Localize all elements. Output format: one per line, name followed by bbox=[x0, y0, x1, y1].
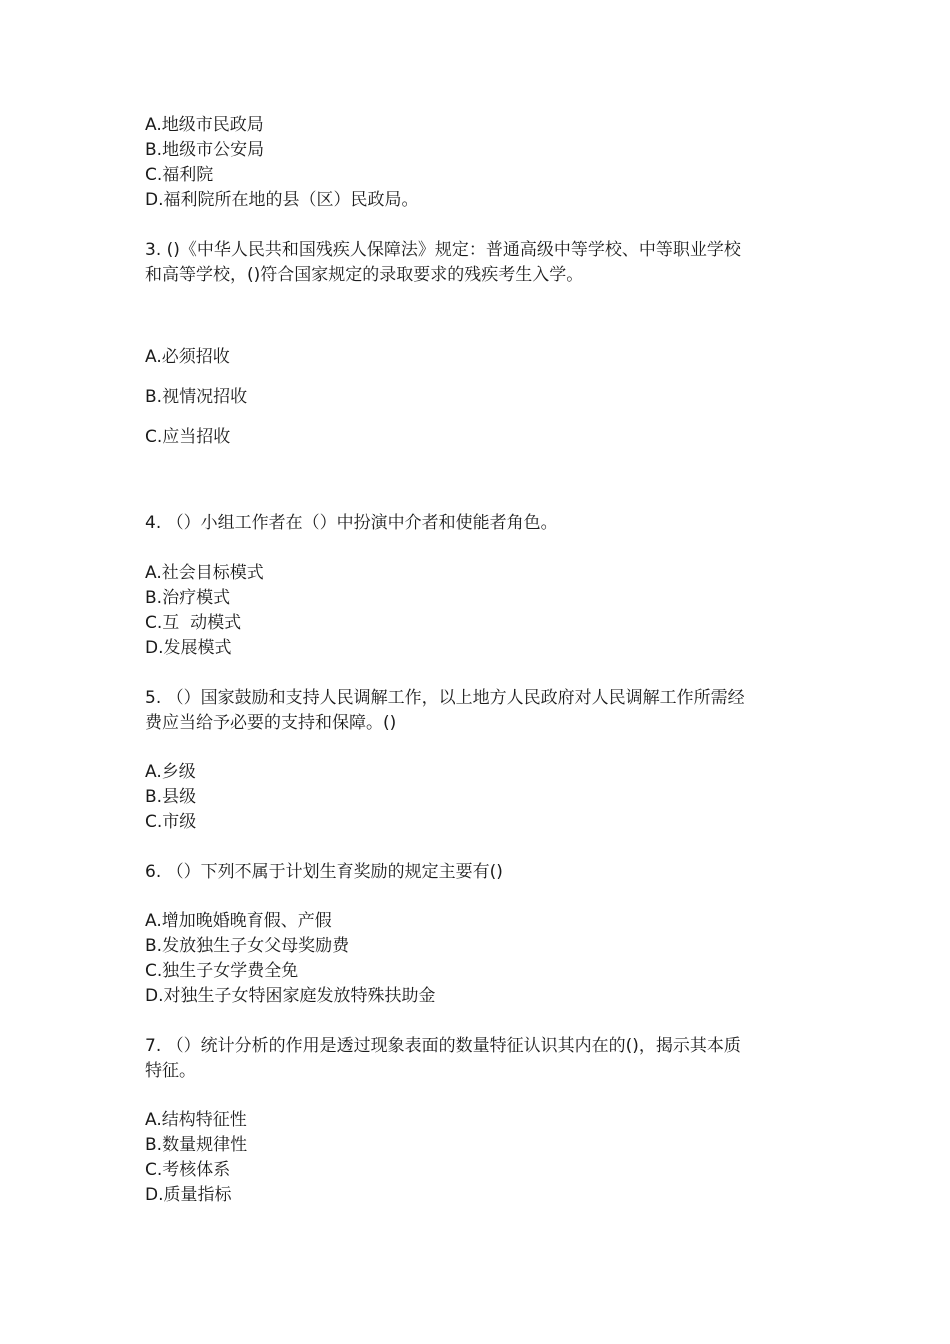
option-d: D.福利院所在地的县（区）民政局。 bbox=[145, 190, 419, 210]
option-b: B.治疗模式 bbox=[145, 588, 231, 608]
option-d: D.对独生子女特困家庭发放特殊扶助金 bbox=[145, 986, 436, 1006]
option-a: A.社会目标模式 bbox=[145, 563, 264, 583]
option-b: B.数量规律性 bbox=[145, 1135, 248, 1155]
question-3-options bbox=[145, 345, 815, 450]
option-c: C.市级 bbox=[145, 812, 197, 832]
option-c: C.福利院 bbox=[145, 165, 214, 185]
option-c: C.互 动模式 bbox=[145, 613, 242, 633]
question-7-text-line2: 特征。 bbox=[145, 1061, 196, 1081]
option-b: B.视情况招收 bbox=[145, 387, 248, 407]
option-c: C.考核体系 bbox=[145, 1160, 231, 1180]
option-a: A.必须招收 bbox=[145, 347, 230, 367]
option-a: A.增加晚婚晚育假、产假 bbox=[145, 911, 332, 931]
question-7 bbox=[145, 1034, 815, 1084]
question-4 bbox=[145, 511, 815, 536]
question-4-text: 4. （）小组工作者在（）中扮演中介者和使能者角色。 bbox=[145, 513, 558, 533]
option-b: B.县级 bbox=[145, 787, 197, 807]
option-a: A.地级市民政局 bbox=[145, 115, 264, 135]
option-d: D.质量指标 bbox=[145, 1185, 232, 1205]
question-4-options bbox=[145, 561, 815, 661]
question-7-options bbox=[145, 1108, 815, 1208]
question-7-text-line1: 7. （）统计分析的作用是透过现象表面的数量特征认识其内在的()，揭示其本质 bbox=[145, 1036, 741, 1056]
question-5-text-line1: 5. （）国家鼓励和支持人民调解工作，以上地方人民政府对人民调解工作所需经 bbox=[145, 688, 745, 708]
question-5-text-line2: 费应当给予必要的支持和保障。() bbox=[145, 713, 397, 733]
option-a: A.结构特征性 bbox=[145, 1110, 247, 1130]
question-6-options bbox=[145, 909, 815, 1009]
option-c: C.应当招收 bbox=[145, 427, 231, 447]
question-3 bbox=[145, 238, 815, 288]
question-5 bbox=[145, 686, 815, 736]
option-d: D.发展模式 bbox=[145, 638, 232, 658]
option-a: A.乡级 bbox=[145, 762, 196, 782]
option-c: C.独生子女学费全免 bbox=[145, 961, 299, 981]
question-3-text-line2: 和高等学校，()符合国家规定的录取要求的残疾考生入学。 bbox=[145, 265, 584, 285]
question-6-text: 6. （）下列不属于计划生育奖励的规定主要有() bbox=[145, 862, 503, 882]
question-3-text-line1: 3. ()《中华人民共和国残疾人保障法》规定：普通高级中等学校、中等职业学校 bbox=[145, 240, 741, 260]
question-5-options bbox=[145, 760, 815, 835]
question-2-options bbox=[145, 113, 815, 213]
option-b: B.发放独生子女父母奖励费 bbox=[145, 936, 350, 956]
option-b: B.地级市公安局 bbox=[145, 140, 265, 160]
question-6 bbox=[145, 860, 815, 885]
